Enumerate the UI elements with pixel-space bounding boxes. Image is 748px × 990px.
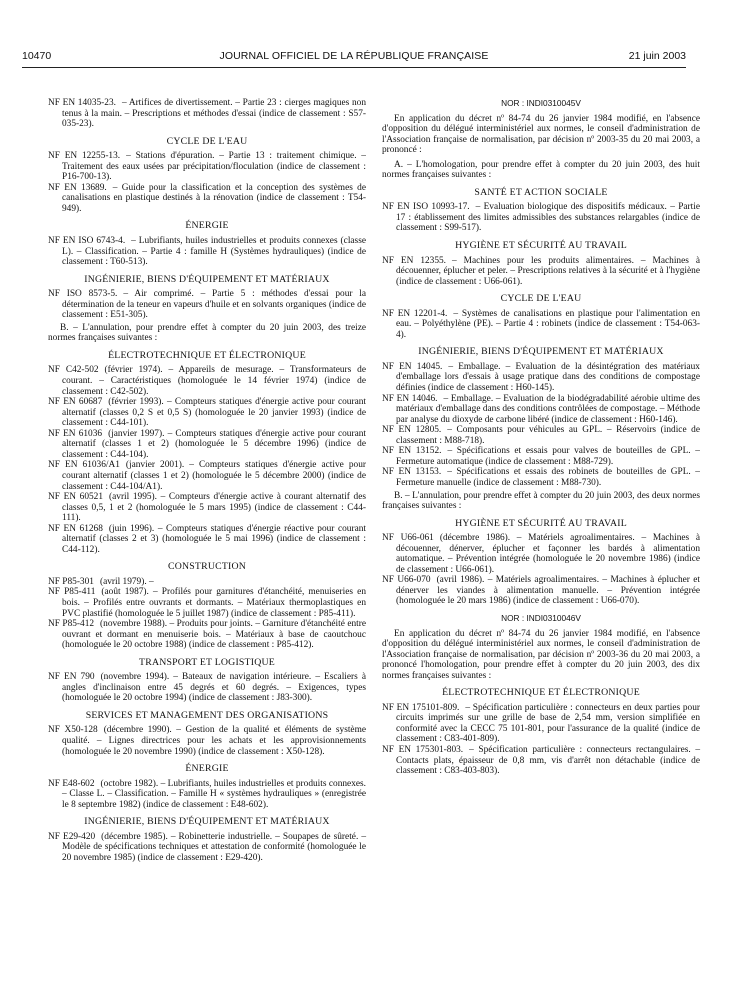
norm-text: – Spécifications et essais pour valves de bouteilles de GPL. – Fermeture automatique (indice de classement : M88-729). [396,446,700,467]
norm-text: (avril 1995). – Compteurs d'énergie active à courant alternatif des classes 0,5, 1 et 2 (homologuée le 5 mars 1995) (indice de classement : C44-111). [62,492,366,524]
norm-entry [382,533,700,575]
norm-code: NF E29-420 [48,831,96,842]
norm-text: (novembre 1994). – Bateaux de navigation intérieure. – Escaliers à angles d'inclinaison entre 45 degrés et 60 degrés. – Exigences, types (homologuée le 20 octobre 1994) (indice de classement : J83-300). [62,672,367,704]
page-number: 10470 [22,50,52,62]
section-heading: INGÉNIERIE, BIENS D'ÉQUIPEMENT ET MATÉRIAUX [84,273,330,285]
section-heading: ÉLECTROTECHNIQUE ET ÉLECTRONIQUE [442,687,640,699]
left-column [48,98,366,863]
issue-date: 21 juin 2003 [628,50,686,62]
norm-entry [48,289,366,321]
journal-title: JOURNAL OFFICIEL DE LA RÉPUBLIQUE FRANÇAISE [219,50,489,62]
norm-code: NF ISO 8573-5. [48,289,118,300]
norm-code: NF P85-411 [48,587,96,598]
norm-code: NF P85-301 [48,576,94,587]
norm-code: NF U66-061 [382,533,434,544]
norm-text: – Spécifications et essais des robinets de bouteilles de GPL. – Fermeture manuelle (indice de classement : M88-730). [396,467,700,488]
norm-text: – Stations d'épuration. – Partie 13 : traitement chimique. – Traitement des eaux usées par précipitation/floculation (indice de classement : P16-700-13). [62,151,366,183]
norm-entry [48,672,366,704]
norm-entry [48,183,366,215]
norm-entry [382,425,700,446]
section-heading: ÉNERGIE [185,763,229,775]
norm-text: – Emballage. – Evaluation de la biodégradabilité aérobie ultime des matériaux d'emballage dans des conditions contrôlées de compostage. – Méthode par analyse du dioxyde de carbone libéré (indice de classement : H60-146). [396,393,700,425]
norm-text: (février 1974). – Appareils de mesurage. – Transformateurs de courant. – Caractéristiques (homologuée le 14 février 1974) (indice de classement : C42-502). [62,365,367,397]
section-heading: ÉNERGIE [185,220,229,232]
norm-code: NF EN 175301-803. [382,744,464,755]
paragraph: En application du décret nº 84-74 du 26 janvier 1984 modifié, en l'absence d'opposition du délégué interministériel aux normes, le conseil d'administration de l'Association française de normalisation, par décision nº 2003-36 du 20 mai 2003, a prononcé l'homologation, pour prendre effet à compter du 20 juin 2003, des dix normes françaises suivantes : [382,628,700,681]
norm-code: NF EN 13152. [382,446,442,457]
norm-code: NF EN 790 [48,672,95,683]
section-heading: HYGIÈNE ET SÉCURITÉ AU TRAVAIL [455,517,627,529]
norm-text: (octobre 1982). – Lubrifiants, huiles industrielles et produits connexes. – Classe L. – Classification. – Famille H « systèmes hydrauliques » (enregistrée le 8 septembre 1982) (indice de classement : E48-602). [62,778,366,810]
norm-entry [382,256,700,288]
nor-reference: NOR : INDI0310045V [501,98,581,108]
norm-entry [382,467,700,488]
norm-entry [48,725,366,757]
norm-code: NF EN 12255-13. [48,151,121,162]
norm-text: (novembre 1988). – Produits pour joints. – Garniture d'étanchéité entre ouvrant et dormant en menuiserie bois. – Matériaux à base de caoutchouc (homologuée le 20 octobre 1988) (indice de classement : P85-412). [62,619,366,651]
norm-entry [382,703,700,745]
norm-text: (juin 1996). – Compteurs statiques d'énergie réactive pour courant alternatif (classes 2 et 3) (homologuée le 5 mai 1996) (indice de classement : C44-112). [62,523,366,555]
section-heading: CYCLE DE L'EAU [166,135,248,147]
norm-text: (août 1987). – Profilés pour garnitures d'étanchéité, menuiseries en bois. – Profilés entre ouvrants et dormants. – Matériaux thermoplastiques en PVC plastifié (homologuée le 5 juillet 1987) (indice de classement : P85-411). [62,587,366,619]
norm-code: NF EN 175101-809. [382,702,460,713]
section-heading: HYGIÈNE ET SÉCURITÉ AU TRAVAIL [455,240,627,252]
norm-text: – Guide pour la classification et la conception des systèmes de canalisations en plastique destinés à la rénovation (indice de classement : T54-949). [62,182,366,214]
section-heading: CYCLE DE L'EAU [500,293,582,305]
norm-code: NF EN 61268 [48,523,103,534]
page-header [22,50,686,66]
norm-text: – Air comprimé. – Partie 5 : méthodes d'essai pour la détermination de la teneur en vapeurs d'huile et en solvants organiques (indice de classement : E51-305). [62,289,367,321]
norm-code: NF E48-602 [48,778,95,789]
section-heading: SANTÉ ET ACTION SOCIALE [474,186,608,198]
norm-code: NF EN 60687 [48,397,103,408]
paragraph: A. – L'homologation, pour prendre effet à compter du 20 juin 2003, des huit normes françaises suivantes : [382,159,700,181]
norm-text: (avril 1986). – Matériels agroalimentaires. – Machines à éplucher et dénerver les viandes à alimentation manuelle. – Prévention intégrée (homologuée le 20 mars 1986) (indice de classement : U66-070). [396,575,700,607]
norm-entry [48,779,366,811]
right-column [382,98,700,777]
norm-text: – Evaluation biologique des dispositifs médicaux. – Partie 17 : établissement des limites admissibles des substances relargables (indice de classement : S99-517). [396,202,700,234]
paragraph: B. – L'annulation, pour prendre effet à compter du 20 juin 2003, des treize normes françaises suivantes : [48,322,366,344]
nor-reference: NOR : INDI0310046V [501,612,581,623]
section-heading: CONSTRUCTION [167,561,247,573]
norm-code: NF C42-502 [48,365,99,376]
norm-code: NF EN 13689. [48,182,107,193]
norm-entry [382,309,700,341]
norm-code: NF EN ISO 6743-4. [48,236,126,247]
norm-text: – Spécification particulière : connecteurs rectangulaires. – Contacts plats, épaisseur de 0,8 mm, vis d'arrêt non détachable (indice de classement : C83-403-803). [396,744,700,777]
norm-code: NF EN 14046. [382,393,438,404]
norm-code: NF EN ISO 10993-17. [382,202,470,213]
norm-entry [48,577,366,588]
norm-text: (janvier 1997). – Compteurs statiques d'énergie active pour courant alternatif (classes 1 et 2) (homologuée le 5 décembre 1996) (indice de classement : C44-104). [62,428,366,460]
norm-entry [48,397,366,429]
norm-text: – Machines pour les produits alimentaires. – Machines à découenner, éplucher et peler. – Prescriptions relatives à la sécurité et à l'hygiène (indice de classement : U66-061). [396,255,700,287]
norm-entry [48,236,366,268]
norm-entry [48,98,366,130]
norm-text: – Systèmes de canalisations en plastique pour l'alimentation en eau. – Polyéthylène (PE). – Partie 4 : robinets (indice de classement : T54-063-4). [396,308,700,340]
header-rule [22,67,686,68]
norm-code: NF U66-070 [382,575,431,586]
norm-entry [48,151,366,183]
norm-code: NF EN 60521 [48,492,104,503]
norm-entry [48,492,366,524]
norm-entry [48,832,366,864]
norm-entry [382,575,700,607]
norm-entry [48,460,366,492]
section-heading: INGÉNIERIE, BIENS D'ÉQUIPEMENT ET MATÉRIAUX [84,816,330,828]
norm-code: NF EN 12201-4. [382,308,448,319]
paragraph: En application du décret nº 84-74 du 26 janvier 1984 modifié, en l'absence d'opposition du délégué interministériel aux normes, le conseil d'administration de l'Association française de normalisation, par décision nº 2003-35 du 20 mai 2003, a prononcé : [382,113,700,156]
norm-text: (décembre 1985). – Robinetterie industrielle. – Soupapes de sûreté. – Modèle de spécifications techniques et attestation de conformité (homologuée le 20 novembre 1985) (indice de classement : E29-420). [62,831,366,863]
norm-text: – Emballage. – Evaluation de la désintégration des matériaux d'emballage lors d'essais à usage pratique dans des conditions de compostage définies (indice de classement : H60-145). [396,361,700,394]
norm-entry [48,429,366,461]
norm-code: NF EN 61036/A1 [48,460,120,471]
norm-text: (décembre 1990). – Gestion de la qualité et éléments de système qualité. – Lignes directrices pour les achats et les approvisionnements (homologuée le 20 novembre 1990) (indice de classement : X50-128). [62,725,366,757]
section-heading: ÉLECTROTECHNIQUE ET ÉLECTRONIQUE [108,349,306,361]
norm-code: NF EN 13153. [382,467,442,478]
norm-entry [382,202,700,234]
norm-entry [382,362,700,394]
norm-text: – Artifices de divertissement. – Partie 23 : cierges magiques non tenus à la main. – Prescriptions et méthodes d'essai (indice de classement : S57-035-23). [62,98,367,130]
norm-entry [48,524,366,556]
norm-text: (février 1993). – Compteurs statiques d'énergie active pour courant alternatif (classes 0,2 S et 0,5 S) (homologuée le 20 janvier 1993) (indice de classement : C44-101). [62,397,366,429]
norm-code: NF X50-128 [48,725,98,736]
norm-entry [48,619,366,651]
norm-code: NF P85-412 [48,619,95,630]
norm-code: NF EN 12805. [382,425,442,436]
section-heading: TRANSPORT ET LOGISTIQUE [139,656,275,668]
norm-entry [382,394,700,426]
norm-entry [382,745,700,777]
section-heading: SERVICES ET MANAGEMENT DES ORGANISATIONS [85,709,329,721]
norm-code: NF EN 61036 [48,428,103,439]
norm-entry [382,446,700,467]
norm-text: (décembre 1986). – Matériels agroalimentaires. – Machines à découenner, dénerver, éplucher et façonner les bardés à alimentation automatique. – Prévention intégrée (homologuée le 20 novembre 1986) (indice de classement : U66-061). [396,533,700,575]
norm-text: – Spécification particulière : connecteurs en deux parties pour circuits imprimés sur une grille de base de 2,54 mm, version simplifiée en conformité avec la CECC 75 101-801, pour l'assurance de la qualité (indice de classement : C83-401-809). [396,702,700,745]
norm-entry [48,587,366,619]
norm-code: NF EN 14045. [382,361,443,372]
paragraph: B. – L'annulation, pour prendre effet à compter du 20 juin 2003, des deux normes françaises suivantes : [382,490,700,512]
norm-code: NF EN 12355. [382,255,447,266]
norm-code: NF EN 14035-23. [48,98,116,108]
norm-text: – Composants pour véhicules au GPL. – Réservoirs (indice de classement : M88-718). [396,425,700,446]
norm-entry [48,365,366,397]
norm-text: (avril 1979). – [99,576,154,587]
section-heading: INGÉNIERIE, BIENS D'ÉQUIPEMENT ET MATÉRIAUX [418,346,664,358]
norm-text: (janvier 2001). – Compteurs statiques d'énergie active pour courant alternatif (classes 1 et 2) (homologuée le 5 décembre 2000) (indice de classement : C44-104/A1). [62,460,367,492]
norm-text: – Lubrifiants, huiles industrielles et produits connexes (classe L). – Classification. – Partie 4 : famille H (Systèmes hydrauliques) (indice de classement : T60-513). [62,236,366,268]
